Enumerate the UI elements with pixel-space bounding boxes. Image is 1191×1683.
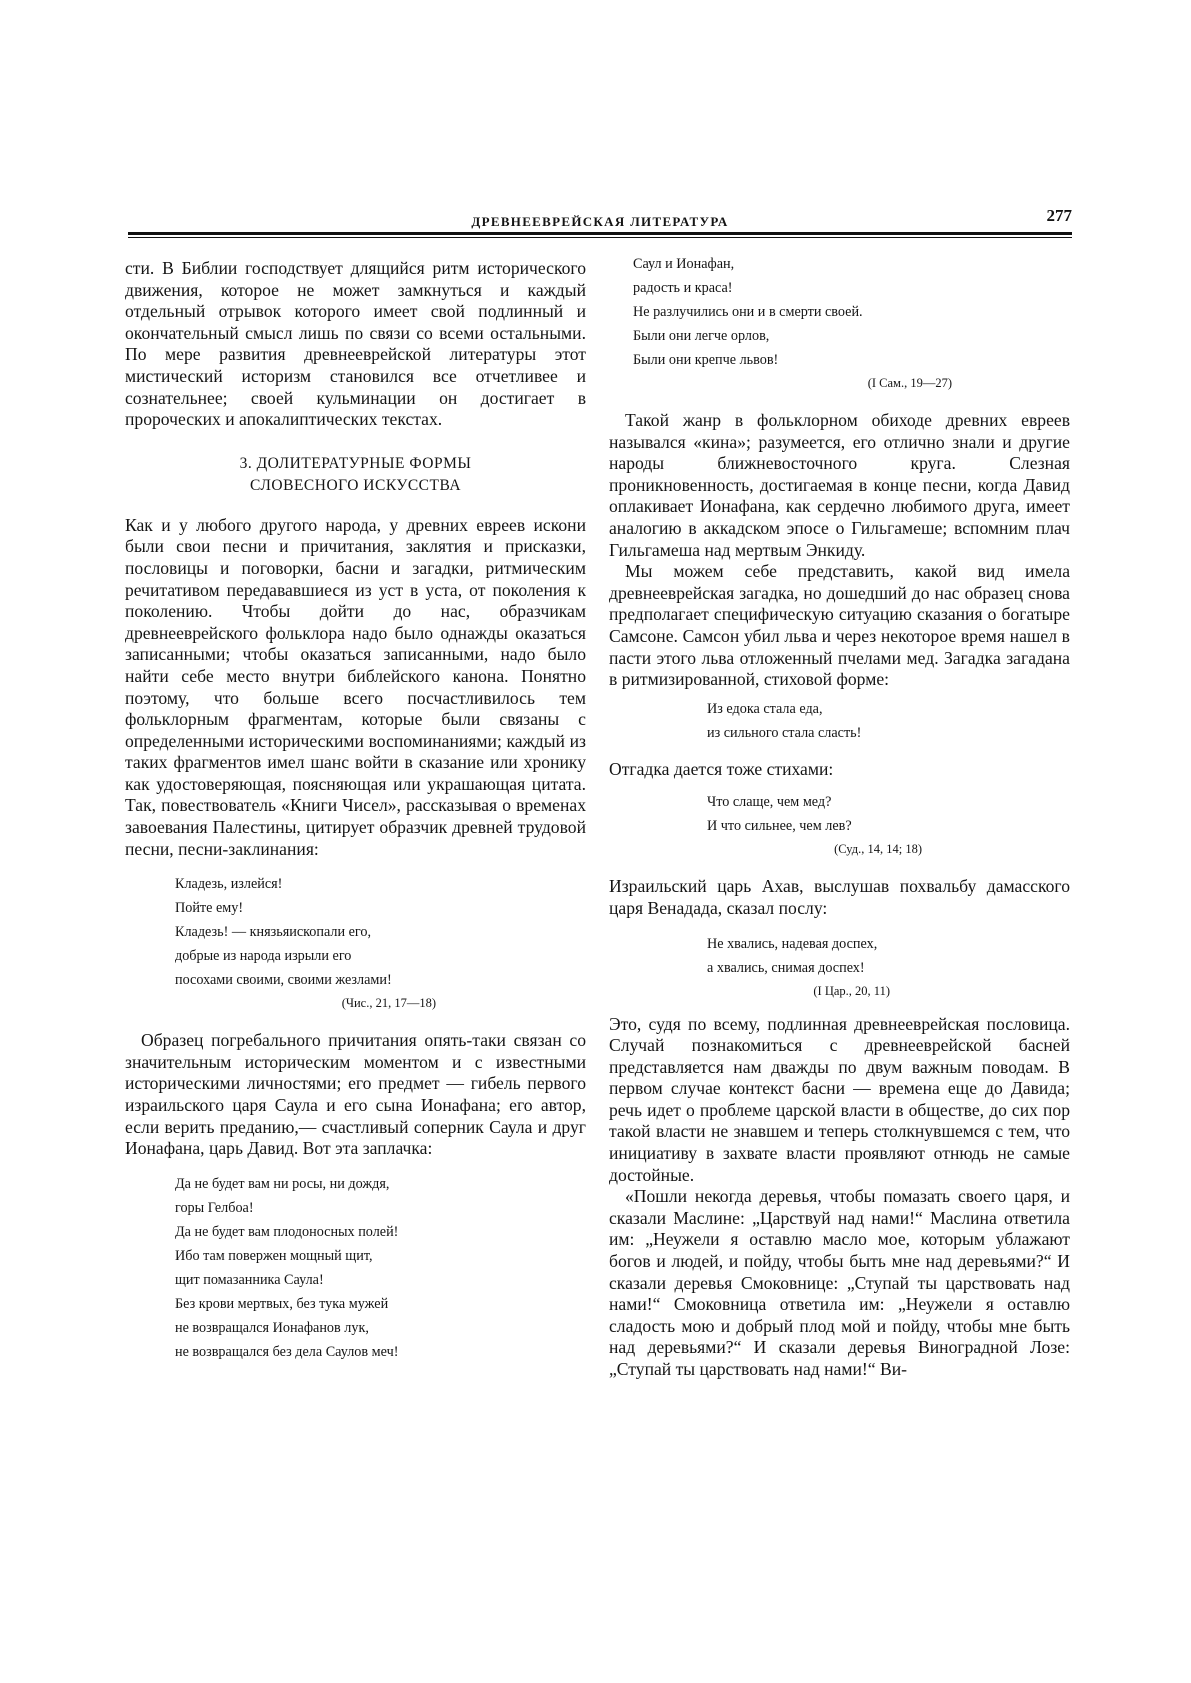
poem-line: горы Гелбоа! xyxy=(175,1199,254,1216)
citation: (Чис., 21, 17—18) xyxy=(341,996,436,1011)
section-heading-line: 3. ДОЛИТЕРАТУРНЫЕ ФОРМЫ xyxy=(239,454,472,472)
paragraph: Мы можем себе представить, какой вид имела древнееврейская загадка, но дошедший до нас образец снова предполагает специфическую ситуацию сказания о богатыре Самсоне. Самсон убил льва и через некоторое время нашел в пасти этого льва отложенный пчелами мед. Загадка загадана в ритмизированной, стиховой форме: xyxy=(609,561,1070,690)
citation: (I Сам., 19—27) xyxy=(867,376,952,390)
poem-quote xyxy=(609,790,1070,838)
section-heading xyxy=(125,453,586,497)
paragraph: «Пошли некогда деревья, чтобы помазать своего царя, и сказали Маслине: „Царствуй над нами!“ Маслина ответила им: „Неужели я оставлю масло мое, которым ублажают богов и людей, и пойду, чтобы быть мне над деревьями?“ И сказали деревья Смоковнице: „Ступай ты царствовать над нами!“ Смоковница ответила им: „Неужели я оставлю сладость мою и добрый плод мой и пойду, чтобы мне быть над деревьями?“ И сказали деревья Виноградной Лозе: „Ступай ты царствовать над нами!“ Ви- xyxy=(609,1186,1070,1379)
poem-line: Кладезь! — князьяископали его, xyxy=(175,924,372,941)
section-heading-line: СЛОВЕСНОГО ИСКУССТВА xyxy=(249,476,462,494)
poem-line: из сильного стала сласть! xyxy=(707,724,862,741)
poem-quote xyxy=(125,872,586,992)
header-rule xyxy=(128,232,1072,235)
poem-quote xyxy=(609,932,1070,980)
poem-line: Не разлучились они и в смерти своей. xyxy=(633,304,863,320)
paragraph: Отгадка дается тоже стихами: xyxy=(609,758,834,779)
poem-line: Были они легче орлов, xyxy=(633,328,770,344)
running-title: ДРЕВНЕЕВРЕЙСКАЯ ЛИТЕРАТУРА xyxy=(471,214,729,229)
poem-line: Были они крепче львов! xyxy=(633,352,779,368)
poem-line: И что сильнее, чем лев? xyxy=(707,818,852,835)
paragraph: сти. В Библии господствует длящийся ритм исторического движения, которое не может замкнуться и каждый отдельный отрывок которого имеет свой подлинный и окончательный смысл лишь по связи со всеми остальными. По мере развития древнееврейской литературы этот мистический историзм становился все отчетливее и сознательнее; своей кульминации он достигает в пророческих и апокалиптических текстах. xyxy=(125,258,586,430)
poem-line: Да не будет вам ни росы, ни дождя, xyxy=(175,1175,390,1192)
paragraph: Образец погребального причитания опять-таки связан со значительным историческим моментом и с известными историческими личностями; его предмет — гибель первого израильского царя Саула и его сына Ионафана; его автор, если верить преданию,— счастливый соперник Саула и друг Ионафана, царь Давид. Вот эта заплачка: xyxy=(125,1030,586,1159)
paragraph: Такой жанр в фольклорном обиходе древних евреев назывался «кина»; разумеется, его отлично знали и другие народы ближневосточного круга. Слезная проникновенность, достигаемая в конце песни, когда Давид оплакивает Ионафана, как сердечно любимого друга, имеет аналогию в аккадском эпосе о Гильгамеше; вспомним плач Гильгамеша над мертвым Энкиду. xyxy=(609,410,1070,560)
poem-quote xyxy=(609,252,1070,372)
paragraph: Как и у любого другого народа, у древних евреев искони были свои песни и причитания, заклятия и присказки, пословицы и поговорки, басни и загадки, ритмическим речитативом передававшиеся из уст в уста, от поколения к поколению. Чтобы дойти до нас, образчикам древнееврейского фольклора надо было однажды оказаться записанными; чтобы оказаться записанными, надо было найти себе место внутри библейского канона. Понятно поэтому, что больше всего посчастливилось тем фольклорным фрагментам, которые были связаны с определенными историческими воспоминаниями; каждый из таких фрагментов имел шанс войти в сказание или хронику как удостоверяющая, поясняющая или украшающая цитата. Так, повествователь «Книги Чисел», рассказывая о временах завоевания Палестины, цитирует образчик древней трудовой песни, песни-заклинания: xyxy=(125,514,586,859)
poem-line: добрые из народа изрыли его xyxy=(175,948,352,965)
poem-line: не возвращался без дела Саулов меч! xyxy=(175,1343,399,1360)
poem-quote xyxy=(125,1172,586,1364)
poem-quote xyxy=(609,697,1070,745)
poem-line: Не хвались, надевая доспех, xyxy=(707,935,878,952)
poem-line: Да не будет вам плодоносных полей! xyxy=(175,1223,399,1240)
left-column xyxy=(125,258,586,1364)
poem-line: Пойте ему! xyxy=(175,900,244,917)
poem-line: Без крови мертвых, без тука мужей xyxy=(175,1295,389,1312)
header-rule-thin xyxy=(128,237,1072,238)
page-header xyxy=(128,206,1072,236)
poem-line: Ибо там повержен мощный щит, xyxy=(175,1247,373,1264)
poem-line: радость и краса! xyxy=(633,280,733,296)
citation: (Суд., 14, 14; 18) xyxy=(834,842,922,857)
poem-line: не возвращался Ионафанов лук, xyxy=(175,1319,369,1336)
paragraph: Израильский царь Ахав, выслушав похвальбу дамасского царя Венадада, сказал послу: xyxy=(609,876,1070,918)
page-number: 277 xyxy=(1046,206,1072,225)
poem-line: посохами своими, своими жезлами! xyxy=(175,972,392,989)
citation: (I Цар., 20, 11) xyxy=(813,983,890,998)
right-column xyxy=(609,258,1070,1381)
poem-line: Из едока стала еда, xyxy=(707,700,823,717)
poem-line: щит помазанника Саула! xyxy=(175,1271,324,1288)
paragraph: Это, судя по всему, подлинная древнееврейская пословица. Случай познакомиться с древнееврейской басней представляется нам дважды по двум важным поводам. В первом случае контекст басни — времена еще до Давида; речь идет о проблеме царской власти в обществе, до сих пор такой власти не знавшем и теперь столкнувшемся с тем, что инициативу в захвате власти проявляют отнюдь не самые достойные. xyxy=(609,1013,1070,1185)
poem-line: Саул и Ионафан, xyxy=(633,256,735,272)
poem-line: Кладезь, излейся! xyxy=(175,876,283,893)
poem-line: а хвались, снимая доспех! xyxy=(707,959,865,976)
poem-line: Что слаще, чем мед? xyxy=(707,794,832,811)
